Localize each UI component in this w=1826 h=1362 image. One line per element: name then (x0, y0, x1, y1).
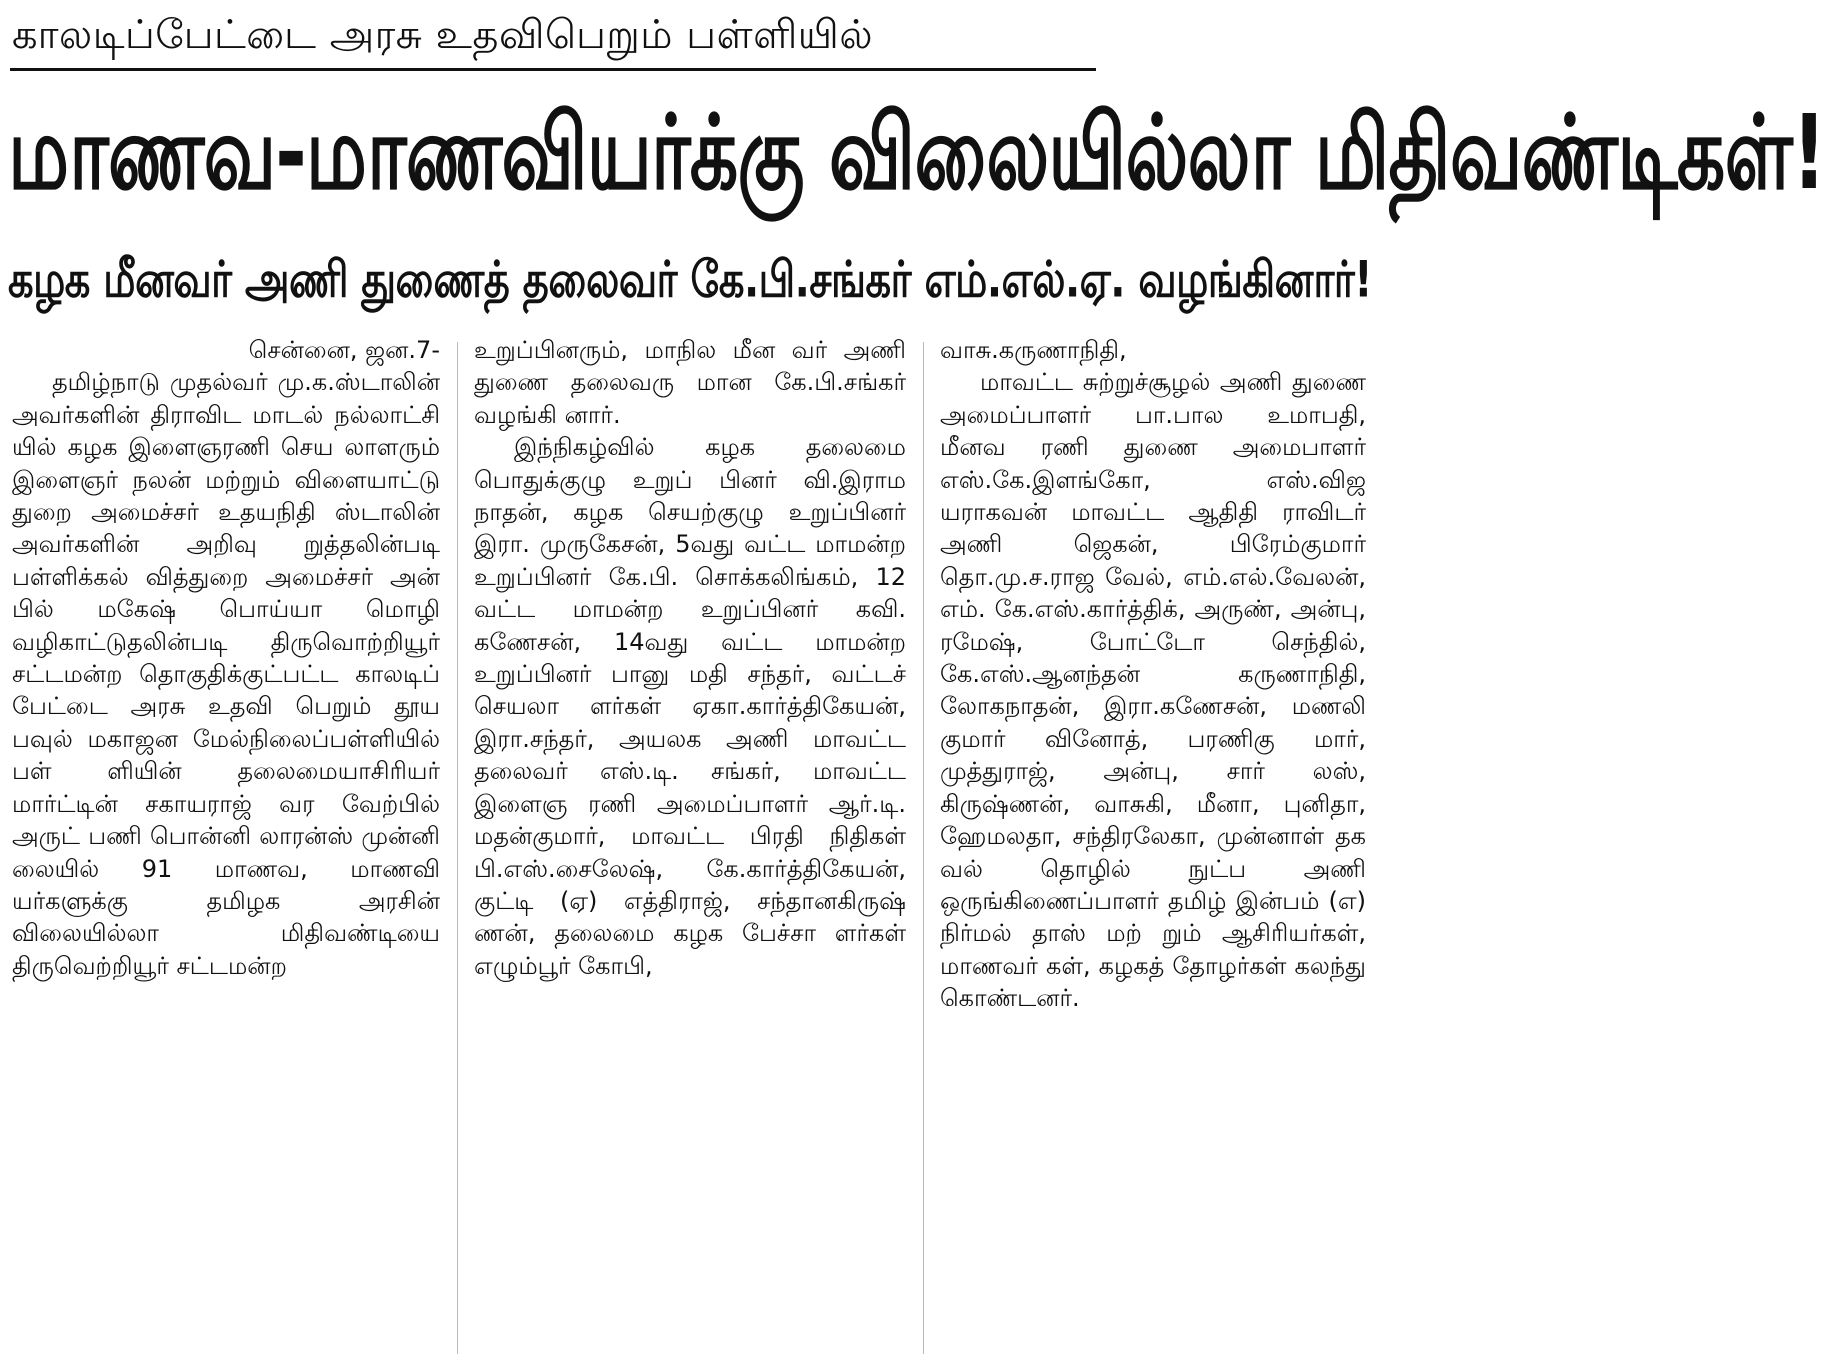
column-divider-2 (923, 342, 924, 1354)
kicker-line: காலடிப்பேட்டை அரசு உதவிபெறும் பள்ளியில் (12, 12, 874, 58)
headline: மாணவ-மாணவியர்க்கு விலையில்லா மிதிவண்டிகள்! (8, 92, 1826, 213)
subheadline: கழக மீனவர் அணி துணைத் தலைவர் கே.பி.சங்கர் எம்.எல்.ஏ. வழங்கினார்! (8, 251, 1373, 309)
dateline: சென்னை, ஜன.7- (248, 336, 440, 364)
column-1 (12, 334, 440, 1354)
column-1-paragraph: தமிழ்நாடு முதல்வர் மு.க.ஸ்டாலின் அவர்களின் திராவிட மாடல் நல்லாட்சி யில் கழக இளைஞரணி செய லாளரும் இளைஞர் நலன் மற்றும் விளையாட்டு துறை அமைச்சர் உதயநிதி ஸ்டாலின் அவர்களின் அறிவு றுத்தலின்படி பள்ளிக்கல் வித்துறை அமைச்சர் அன் பில் மகேஷ் பொய்யா மொழி வழிகாட்டுதலின்படி திருவொற்றியூர் சட்டமன்ற தொகுதிக்குட்பட்ட காலடிப் பேட்டை அரசு உதவி பெறும் தூய பவுல் மகாஜன மேல்நிலைப்பள்ளியில் பள் ளியின் தலைமையாசிரியர் மார்ட்டின் சகாயராஜ் வர வேற்பில் அருட் பணி பொன்னி லாரன்ஸ் முன்னி லையில் 91 மாணவ, மாணவி யர்களுக்கு தமிழக அரசின் விலையில்லா மிதிவண்டியை திருவெற்றியூர் சட்டமன்ற (12, 368, 440, 980)
article-body (0, 334, 1374, 1354)
column-3-paragraph-1: வாசு.கருணாநிதி, (940, 336, 1127, 364)
column-2 (474, 334, 906, 1354)
column-3-paragraph-2: மாவட்ட சுற்றுச்சூழல் அணி துணை அமைப்பாளர் பா.பால உமாபதி, மீனவ ரணி துணை அமைபாளர் எஸ்.கே.இளங்கோ, எஸ்.விஜ யராகவன் மாவட்ட ஆதிதி ராவிடர் அணி ஜெகன், பிரேம்குமார் தொ.மு.ச.ராஜ வேல், எம்.எல்.வேலன், எம். கே.எஸ்.கார்த்திக், அருண், அன்பு, ரமேஷ், போட்டோ செந்தில், கே.எஸ்.ஆனந்தன் கருணாநிதி, லோகநாதன், இரா.கணேசன், மணலி குமார் வினோத், பரணிகு மார், முத்துராஜ், அன்பு, சார் லஸ், கிருஷ்ணன், வாசுகி, மீனா, புனிதா, ஹேமலதா, சந்திரலேகா, முன்னாள் தக வல் தொழில் நுட்ப அணி ஒருங்கிணைப்பாளர் தமிழ் இன்பம் (எ) நிர்மல் தாஸ் மற் றும் ஆசிரியர்கள், மாணவர் கள், கழகத் தோழர்கள் கலந்து கொண்டனர். (940, 368, 1366, 1013)
column-2-paragraph-2: இந்நிகழ்வில் கழக தலைமை பொதுக்குழு உறுப் பினர் வி.இராம நாதன், கழக செயற்குழு உறுப்பினர் இரா. முருகேசன், 5வது வட்ட மாமன்ற உறுப்பினர் கே.பி. சொக்கலிங்கம், 12 வட்ட மாமன்ற உறுப்பினர் கவி. கணேசன், 14வது வட்ட மாமன்ற உறுப்பினர் பானு மதி சந்தர், வட்டச் செயலா ளர்கள் ஏகா.கார்த்திகேயன், இரா.சந்தர், அயலக அணி மாவட்ட தலைவர் எஸ்.டி. சங்கர், மாவட்ட இளைஞ ரணி அமைப்பாளர் ஆர்.டி. மதன்குமார், மாவட்ட பிரதி நிதிகள் பி.எஸ்.சைலேஷ், கே.கார்த்திகேயன், குட்டி (ஏ) எத்திராஜ், சந்தானகிருஷ் ணன், தலைமை கழக பேச்சா ளர்கள் எழும்பூர் கோபி, (474, 433, 906, 980)
column-3 (940, 334, 1366, 1354)
column-2-paragraph-1: உறுப்பினரும், மாநில மீன வர் அணி துணை தலைவரு மான கே.பி.சங்கர் வழங்கி னார். (474, 336, 906, 429)
column-divider-1 (457, 342, 458, 1354)
